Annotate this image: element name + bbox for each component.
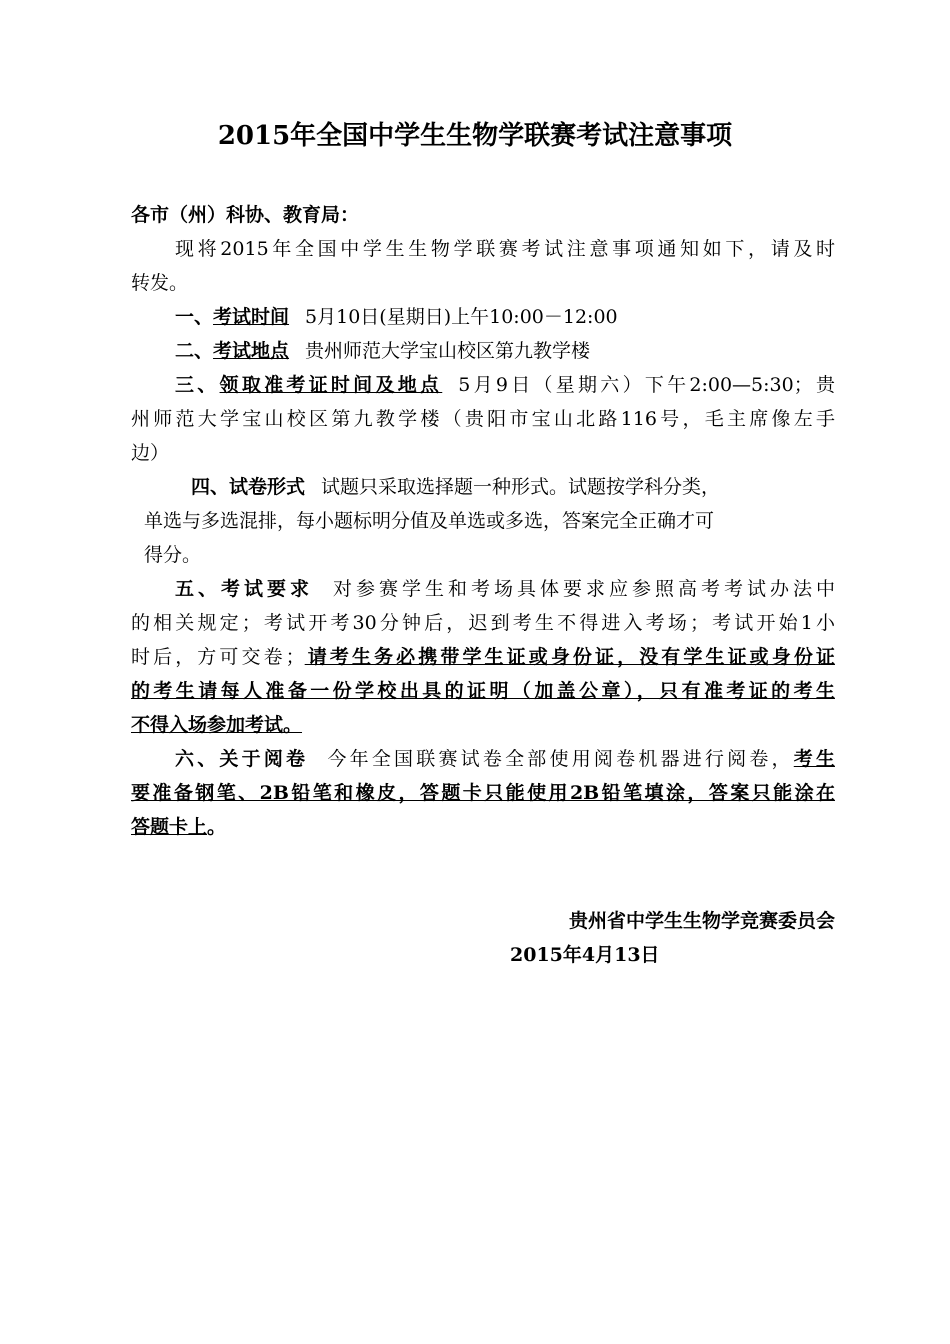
section-emphasis: 请考生务必携带学生证或身份证，没有学生证或身份证: [304, 646, 835, 668]
section-number: 三、: [175, 374, 220, 396]
section-grading-line-1: [131, 742, 835, 776]
section-emphasis: 考生: [793, 748, 835, 770]
section-heading: 四、试卷形式: [191, 476, 306, 498]
section-heading: 六、关于阅卷: [175, 748, 309, 770]
section-ticket-pickup-line-3: 边）: [131, 442, 170, 464]
section-text: 。: [207, 816, 227, 838]
document-title: 2015年全国中学生生物学联赛考试注意事项: [217, 121, 733, 151]
section-exam-time: [131, 300, 835, 334]
section-text: 贵州师范大学宝山校区第九教学楼: [305, 340, 591, 362]
document-body: [131, 198, 835, 844]
section-text: 今年全国联赛试卷全部使用阅卷机器进行阅卷，: [324, 748, 794, 770]
section-exam-location: [131, 334, 835, 368]
section-ticket-pickup-line-1: [131, 368, 835, 402]
section-heading: 领取准考证时间及地点: [219, 374, 443, 396]
section-exam-rules-line-4: 的考生请每人准备一份学校出具的证明（加盖公章），只有准考证的考生: [131, 680, 835, 702]
intro-line-1: 现将2015年全国中学生生物学联赛考试注意事项通知如下，请及时: [175, 238, 835, 260]
section-exam-rules-line-5: 不得入场参加考试。: [131, 714, 303, 736]
section-text: 5月10日(星期日)上午10:00－12:00: [305, 306, 618, 328]
section-ticket-pickup-line-2: 州师范大学宝山校区第九教学楼（贵阳市宝山北路116号，毛主席像左手: [131, 408, 835, 430]
section-heading: 五、考试要求: [175, 578, 313, 600]
section-grading-line-3: [131, 810, 835, 844]
greeting: 各市（州）科协、教育局：: [131, 204, 360, 226]
section-exam-rules-line-2: 的相关规定；考试开考30分钟后，迟到考生不得进入考场；考试开始1小: [131, 612, 835, 634]
section-heading: 考试地点: [213, 340, 290, 362]
signature-date: 2015年4月13日: [510, 944, 660, 966]
section-text: 试题只采取选择题一种形式。试题按学科分类，: [321, 476, 721, 498]
section-grading-line-2: 要准备钢笔、2B铅笔和橡皮，答题卡只能使用2B铅笔填涂，答案只能涂在: [131, 782, 835, 804]
section-exam-rules-line-3: [131, 640, 835, 674]
section-number: 一、: [175, 306, 214, 328]
section-paper-format-line-2: 单选与多选混排，每小题标明分值及单选或多选，答案完全正确才可: [144, 510, 715, 532]
section-text: 5月9日（星期六）下午2:00—5:30；贵: [458, 374, 835, 396]
section-paper-format-line-1: [131, 470, 835, 504]
section-text: 对参赛学生和考场具体要求应参照高考考试办法中: [329, 578, 835, 600]
signature-organization: 贵州省中学生生物学竞赛委员会: [568, 910, 835, 932]
section-exam-rules-line-1: [131, 572, 835, 606]
section-paper-format-line-3: 得分。: [144, 544, 202, 566]
section-heading: 考试时间: [213, 306, 290, 328]
section-number: 二、: [175, 340, 214, 362]
section-text: 时后，方可交卷；: [131, 646, 305, 668]
section-emphasis: 答题卡上: [131, 816, 208, 838]
intro-line-2: 转发。: [131, 272, 189, 294]
